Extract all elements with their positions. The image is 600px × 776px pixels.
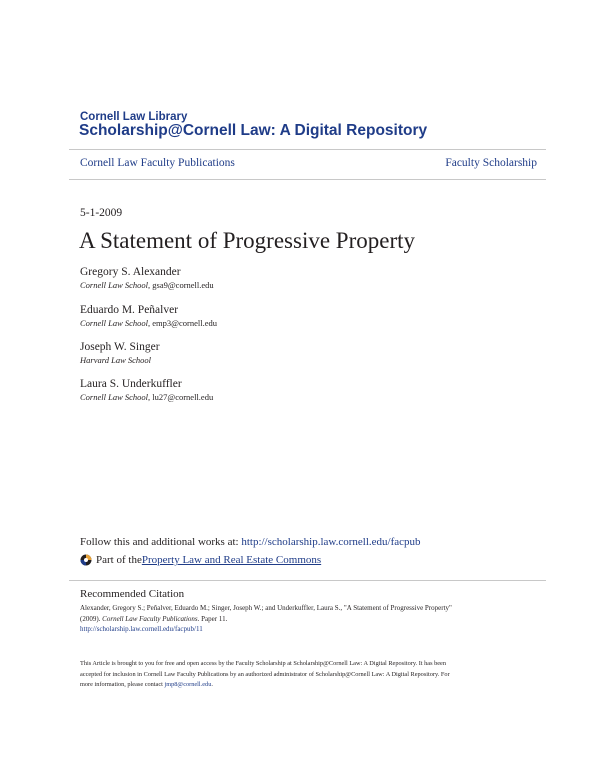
author-name: Joseph W. Singer (80, 341, 160, 353)
author-block (80, 340, 160, 366)
part-of-label: Part of the (96, 554, 142, 566)
author-block (80, 377, 213, 403)
faculty-scholarship-link[interactable]: Faculty Scholarship (445, 157, 537, 169)
part-of-line (80, 554, 321, 566)
commons-link[interactable]: Property Law and Real Estate Commons (141, 554, 322, 566)
notice-line-3-end: . (211, 681, 213, 688)
author-affiliation (80, 317, 217, 329)
notice-line-2: accepted for inclusion in Cornell Law Faculty Publications by an authorized administrator of Scholarship@Cornell Law: A Digital Repository. For (80, 670, 450, 678)
recommended-citation-heading: Recommended Citation (80, 588, 185, 600)
header-divider (69, 149, 546, 150)
author-email: , lu27@cornell.edu (148, 392, 214, 402)
notice-line-1: This Article is brought to you for free and open access by the Faculty Scholarship at Scholarship@Cornell Law: A Digital Repository. It has been (80, 660, 446, 667)
notice-line-3: more information, please contact (80, 681, 165, 688)
citation-divider (69, 580, 546, 581)
author-name: Gregory S. Alexander (80, 266, 181, 278)
citation-series: Cornell Law Faculty Publications (102, 614, 198, 623)
citation-paper-no: . Paper 11. (197, 614, 228, 623)
citation-year: (2009). (80, 614, 103, 623)
author-email: , emp3@cornell.edu (148, 318, 217, 328)
citation-text (80, 603, 520, 635)
author-affiliation (80, 391, 213, 403)
author-institution: Harvard Law School (80, 355, 151, 365)
author-affiliation (80, 354, 160, 366)
repository-name[interactable]: Scholarship@Cornell Law: A Digital Repository (79, 122, 428, 139)
follow-label: Follow this and additional works at: (80, 536, 242, 548)
bepress-commons-icon (80, 554, 92, 566)
author-name: Eduardo M. Peñalver (80, 304, 179, 316)
author-email: , gsa9@cornell.edu (148, 280, 214, 290)
author-name: Laura S. Underkuffler (80, 378, 182, 390)
citation-authors: Alexander, Gregory S.; Peñalver, Eduardo M.; Singer, Joseph W.; and Underkuffler, Laura S., "A Statement of Progressive Property" (80, 604, 452, 612)
author-institution: Cornell Law School (80, 318, 149, 328)
author-block (80, 265, 214, 291)
contact-email-link[interactable]: jmp8@cornell.edu (164, 681, 212, 688)
facpub-url-link[interactable]: http://scholarship.law.cornell.edu/facpub (241, 536, 421, 548)
author-block (80, 303, 217, 329)
publication-date: 5-1-2009 (80, 207, 123, 219)
author-institution: Cornell Law School (80, 280, 149, 290)
author-institution: Cornell Law School (80, 392, 149, 402)
faculty-publications-link[interactable]: Cornell Law Faculty Publications (80, 157, 235, 169)
paper-title: A Statement of Progressive Property (79, 228, 416, 253)
follow-line (80, 536, 421, 548)
library-name: Cornell Law Library (80, 111, 188, 123)
author-affiliation (80, 279, 214, 291)
citation-url-link[interactable]: http://scholarship.law.cornell.edu/facpub/11 (80, 625, 203, 633)
nav-divider (69, 179, 546, 180)
repository-notice (80, 659, 525, 691)
